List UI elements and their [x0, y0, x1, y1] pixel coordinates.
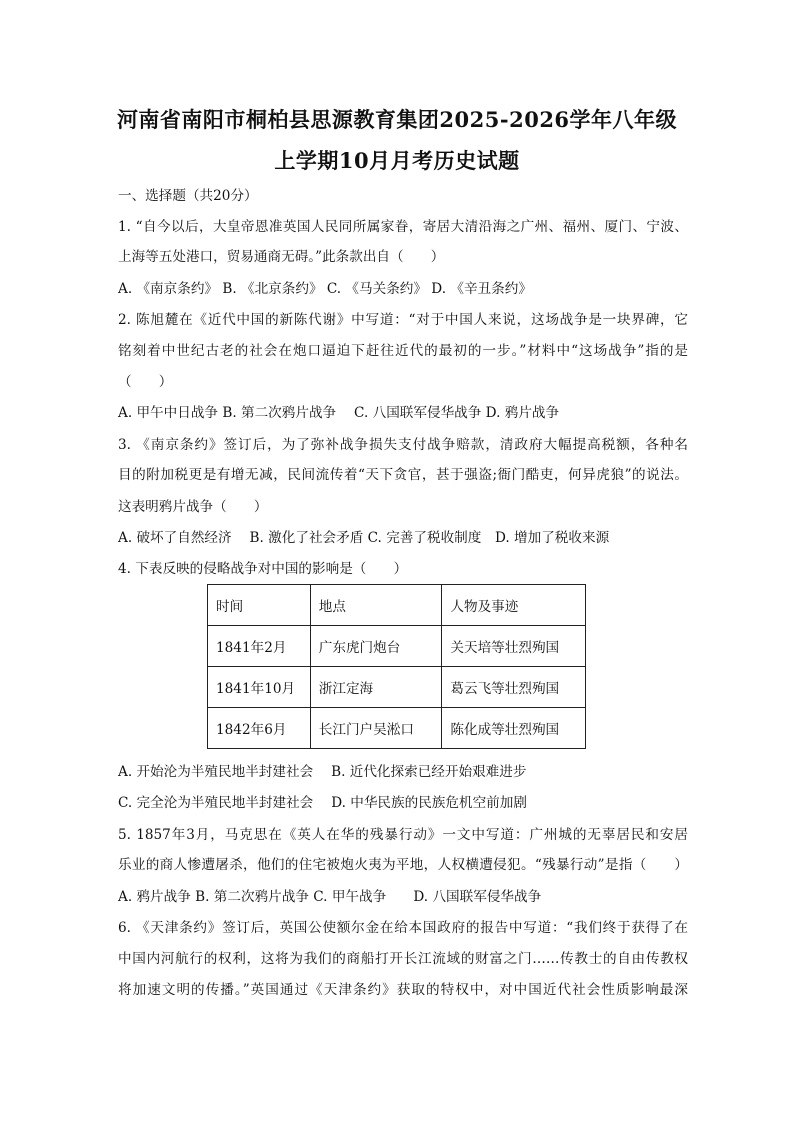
q5-stem-line2: 乐业的商人惨遭屠杀，他们的住宅被炮火夷为平地，人权横遭侵犯。“残暴行动”是指（ ）: [118, 857, 688, 873]
exam-title-line1: 河南省南阳市桐柏县思源教育集团2025-2026学年八年级: [116, 107, 678, 132]
q3-options: A. 破坏了自然经济 B. 激化了社会矛盾 C. 完善了税收制度 D. 增加了税收来源: [118, 530, 610, 546]
q6-stem-line2: 中国内河航行的权利，这将为我们的商船打开长江流域的财富之门……传教士的自由传教权: [118, 951, 688, 967]
table-header-cell: 地点: [310, 585, 442, 626]
q5-stem-line1: 5. 1857年3月，马克思在《英人在华的残暴行动》一文中写道：广州城的无辜居民和安居: [118, 827, 688, 843]
table-cell: 1842年6月: [208, 708, 311, 749]
q3-stem-line2: 目的附加税更是有增无减，民间流传着“天下贪官，甚于强盗;衙门酷吏，何异虎狼”的说法。: [118, 467, 688, 483]
table-cell: 葛云飞等壮烈殉国: [442, 667, 586, 708]
table-header-cell: 人物及事迹: [442, 585, 586, 626]
q2-stem-line1: 2. 陈旭麓在《近代中国的新陈代谢》中写道：“对于中国人来说，这场战争是一块界碑，它: [118, 312, 688, 328]
table-cell: 长江门户吴淞口: [310, 708, 442, 749]
q4-stem: 4. 下表反映的侵略战争对中国的影响是（ ）: [118, 561, 408, 577]
q6-stem-line3: 将加速文明的传播。”英国通过《天津条约》获取的特权中，对中国近代社会性质影响最深: [118, 982, 688, 998]
q2-stem-line3: （ ）: [118, 374, 173, 390]
table-cell: 广东虎门炮台: [310, 626, 442, 667]
q6-stem-line1: 6. 《天津条约》签订后，英国公使额尔金在给本国政府的报告中写道：“我们终于获得了在: [118, 920, 688, 936]
q1-stem-line1: 1. “自今以后，大皇帝恩准英国人民同所属家眷，寄居大清沿海之广州、福州、厦门、宁波、: [118, 219, 688, 235]
table-cell: 1841年10月: [208, 667, 311, 708]
q3-stem-line3: 这表明鸦片战争（ ）: [118, 499, 268, 515]
table-cell: 陈化成等壮烈殉国: [442, 708, 586, 749]
table-row: [208, 626, 586, 667]
q4-table: [207, 584, 586, 749]
table-header-row: [208, 585, 586, 626]
q1-stem-line2: 上海等五处港口，贸易通商无碍。”此条款出自（ ）: [118, 249, 445, 265]
table-cell: 1841年2月: [208, 626, 311, 667]
table-cell: 关天培等壮烈殉国: [442, 626, 586, 667]
table-row: [208, 667, 586, 708]
q1-options: A. 《南京条约》 B. 《北京条约》 C. 《马关条约》 D. 《辛丑条约》: [118, 281, 532, 297]
table-cell: 浙江定海: [310, 667, 442, 708]
q4-options-cd: C. 完全沦为半殖民地半封建社会 D. 中华民族的民族危机空前加剧: [118, 795, 527, 811]
section-heading: 一、选择题（共20分）: [118, 188, 258, 204]
q4-options-ab: A. 开始沦为半殖民地半封建社会 B. 近代化探索已经开始艰难进步: [118, 764, 527, 780]
q5-options: A. 鸦片战争 B. 第二次鸦片战争 C. 甲午战争 D. 八国联军侵华战争: [118, 889, 542, 905]
q2-stem-line2: 铭刻着中世纪古老的社会在炮口逼迫下赶往近代的最初的一步。”材料中“这场战争”指的是: [118, 343, 688, 359]
q3-stem-line1: 3. 《南京条约》签订后，为了弥补战争损失支付战争赔款，清政府大幅提高税额，各种名: [118, 437, 688, 453]
table-header-cell: 时间: [208, 585, 311, 626]
exam-title-line2: 上学期10月月考历史试题: [274, 148, 520, 173]
table-row: [208, 708, 586, 749]
q2-options: A. 甲午中日战争 B. 第二次鸦片战争 C. 八国联军侵华战争 D. 鸦片战争: [118, 405, 560, 421]
